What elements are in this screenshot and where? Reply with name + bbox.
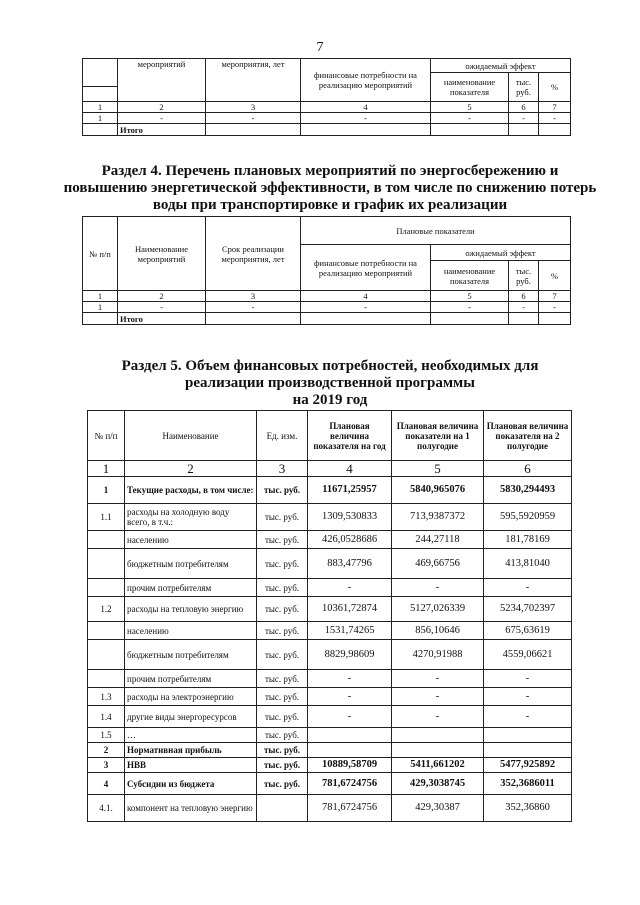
cell-n: 2 — [88, 743, 125, 758]
cell-n: 1.1 — [88, 504, 125, 531]
cell-n: 1 — [88, 477, 125, 504]
cell-unit: тыс. руб. — [257, 640, 308, 670]
top-unit-header: тыс. руб. — [509, 73, 539, 102]
cell-h2: - — [484, 670, 572, 688]
cell-h1: 429,3038745 — [392, 773, 484, 795]
section5-title-line3: на 2019 год — [292, 392, 368, 408]
cell-name: компонент на тепловую энергию — [125, 795, 257, 822]
section5-title-line1: Раздел 5. Объем финансовых потребностей, необходимых для — [121, 358, 539, 374]
cell-unit: тыс. руб. — [257, 549, 308, 579]
cell-year: 1309,530833 — [308, 504, 392, 531]
cell-n: 1.4 — [88, 706, 125, 728]
cell-h2: 5830,294493 — [484, 477, 572, 504]
cell-year: - — [308, 706, 392, 728]
cell-unit: тыс. руб. — [257, 531, 308, 549]
cell-h2: 352,3686011 — [484, 773, 572, 795]
cell-name: Нормативная прибыль — [125, 743, 257, 758]
table-row — [88, 758, 572, 773]
cell-h2: - — [484, 706, 572, 728]
cell-h2: 595,5920959 — [484, 504, 572, 531]
cell-year — [308, 728, 392, 743]
table-row — [88, 640, 572, 670]
cell-name: расходы на тепловую энергию — [125, 597, 257, 622]
page-number: 7 — [316, 40, 324, 55]
cell-h2: 4559,06621 — [484, 640, 572, 670]
table-row — [88, 773, 572, 795]
s5-col1-header: № п/п — [88, 411, 125, 461]
cell-h1: - — [392, 688, 484, 706]
cell-unit: тыс. руб. — [257, 773, 308, 795]
section5-table — [87, 410, 572, 822]
cell-h1: 713,9387372 — [392, 504, 484, 531]
cell-name: расходы на электроэнергию — [125, 688, 257, 706]
s4-col1-header: № п/п — [83, 217, 118, 291]
cell-h2: 413,81040 — [484, 549, 572, 579]
top-col2-header: мероприятий — [118, 59, 206, 102]
table-row — [88, 531, 572, 549]
table-row — [88, 549, 572, 579]
cell-year: 11671,25957 — [308, 477, 392, 504]
cell-h2: 5234,702397 — [484, 597, 572, 622]
cell-n — [88, 531, 125, 549]
cell-year: 10361,72874 — [308, 597, 392, 622]
top-numbers-row: 1 2 3 4 5 6 7 — [83, 102, 571, 113]
cell-year: 10889,58709 — [308, 758, 392, 773]
s5-numbers-row: 1 2 3 4 5 6 — [88, 461, 572, 477]
cell-unit: тыс. руб. — [257, 728, 308, 743]
s5-body — [88, 477, 572, 822]
table-row — [88, 743, 572, 758]
s4-data-row: 1 - - - - - - — [83, 302, 571, 313]
s5-col5-header: Плановая величина показатели на 1 полугодие — [392, 411, 484, 461]
cell-h1: 856,10646 — [392, 622, 484, 640]
section5-title — [60, 358, 600, 409]
cell-h2: - — [484, 688, 572, 706]
cell-year — [308, 743, 392, 758]
table-row — [88, 728, 572, 743]
cell-year: 781,6724756 — [308, 795, 392, 822]
cell-name: населению — [125, 622, 257, 640]
table-row — [88, 706, 572, 728]
cell-name: бюджетным потребителям — [125, 640, 257, 670]
top-col1-header — [83, 59, 118, 87]
s4-planned-header: Плановые показатели — [301, 217, 571, 245]
cell-unit: тыс. руб. — [257, 477, 308, 504]
cell-year: - — [308, 579, 392, 597]
cell-n — [88, 622, 125, 640]
cell-n — [88, 670, 125, 688]
cell-unit: тыс. руб. — [257, 743, 308, 758]
cell-h1: 5840,965076 — [392, 477, 484, 504]
table-row — [88, 597, 572, 622]
s4-numbers-row: 1 2 3 4 5 6 7 — [83, 291, 571, 302]
cell-unit: тыс. руб. — [257, 688, 308, 706]
cell-name: прочим потребителям — [125, 670, 257, 688]
cell-name: Текущие расходы, в том числе: — [125, 477, 257, 504]
cell-unit: тыс. руб. — [257, 622, 308, 640]
cell-n — [88, 640, 125, 670]
cell-h2 — [484, 728, 572, 743]
top-col4-header: финансовые потребности на реализацию мероприятий — [301, 59, 431, 102]
table-row — [88, 670, 572, 688]
cell-h2: - — [484, 579, 572, 597]
s4-effect-header: ожидаемый эффект — [431, 245, 571, 261]
cell-h2: 675,63619 — [484, 622, 572, 640]
cell-name: НВВ — [125, 758, 257, 773]
s4-percent-header: % — [539, 261, 571, 291]
s5-col6-header: Плановая величина показателя на 2 полугодие — [484, 411, 572, 461]
table-row — [88, 504, 572, 531]
top-indicator-header: наименование показателя — [431, 73, 509, 102]
section4-table — [82, 216, 571, 325]
s4-col3-header: Срок реализации мероприятия, лет — [206, 217, 301, 291]
top-total-row: Итого — [83, 124, 571, 136]
table-row — [88, 477, 572, 504]
s4-col2-header: Наименование мероприятий — [118, 217, 206, 291]
cell-year: 781,6724756 — [308, 773, 392, 795]
top-effect-header: ожидаемый эффект — [431, 59, 571, 73]
top-percent-header: % — [539, 73, 571, 102]
s4-total-row: Итого — [83, 313, 571, 325]
cell-h2 — [484, 743, 572, 758]
cell-h1: 244,27118 — [392, 531, 484, 549]
cell-h1 — [392, 743, 484, 758]
cell-name: бюджетным потребителям — [125, 549, 257, 579]
cell-n — [88, 579, 125, 597]
cell-year: 1531,74265 — [308, 622, 392, 640]
s5-col4-header: Плановая величина показателя на год — [308, 411, 392, 461]
s5-col2-header: Наименование — [125, 411, 257, 461]
cell-name: другие виды энергоресурсов — [125, 706, 257, 728]
section4-title: Раздел 4. Перечень плановых мероприятий по энергосбережению и повышению энергетической эффективности, в том числе по снижению потерь воды при транспортировке и график их реализации — [63, 163, 597, 213]
cell-year: - — [308, 670, 392, 688]
cell-h1: - — [392, 579, 484, 597]
cell-n: 4 — [88, 773, 125, 795]
s4-indicator-header: наименование показателя — [431, 261, 509, 291]
cell-h2: 5477,925892 — [484, 758, 572, 773]
table-row — [88, 622, 572, 640]
cell-name: населению — [125, 531, 257, 549]
s5-col3-header: Ед. изм. — [257, 411, 308, 461]
cell-name: Субсидии из бюджета — [125, 773, 257, 795]
cell-n: 1.3 — [88, 688, 125, 706]
cell-h2: 352,36860 — [484, 795, 572, 822]
cell-year: 883,47796 — [308, 549, 392, 579]
top-data-row: 1 - - - - - - — [83, 113, 571, 124]
cell-year: 8829,98609 — [308, 640, 392, 670]
cell-unit: тыс. руб. — [257, 597, 308, 622]
cell-h1: 469,66756 — [392, 549, 484, 579]
cell-h1: 5127,026339 — [392, 597, 484, 622]
cell-year: 426,0528686 — [308, 531, 392, 549]
cell-n: 1.5 — [88, 728, 125, 743]
cell-n: 4.1. — [88, 795, 125, 822]
section5-title-line2: реализации производственной программы — [185, 375, 475, 391]
cell-h1 — [392, 728, 484, 743]
cell-h2: 181,78169 — [484, 531, 572, 549]
cell-h1: 5411,661202 — [392, 758, 484, 773]
table-row — [88, 795, 572, 822]
s4-col4-header: финансовые потребности на реализацию мероприятий — [301, 245, 431, 291]
top-table — [82, 58, 571, 136]
cell-h1: - — [392, 670, 484, 688]
s4-unit-header: тыс. руб. — [509, 261, 539, 291]
top-col3-header: мероприятия, лет — [206, 59, 301, 102]
cell-unit: тыс. руб. — [257, 504, 308, 531]
cell-n: 1.2 — [88, 597, 125, 622]
cell-name: прочим потребителям — [125, 579, 257, 597]
cell-h1: - — [392, 706, 484, 728]
table-row — [88, 579, 572, 597]
cell-unit: тыс. руб. — [257, 670, 308, 688]
cell-h1: 429,30387 — [392, 795, 484, 822]
cell-h1: 4270,91988 — [392, 640, 484, 670]
cell-unit: тыс. руб. — [257, 579, 308, 597]
cell-unit — [257, 795, 308, 822]
cell-name: … — [125, 728, 257, 743]
cell-year: - — [308, 688, 392, 706]
table-row — [88, 688, 572, 706]
cell-unit: тыс. руб. — [257, 758, 308, 773]
cell-unit: тыс. руб. — [257, 706, 308, 728]
cell-n: 3 — [88, 758, 125, 773]
cell-name: расходы на холодную воду всего, в т.ч.: — [125, 504, 257, 531]
cell-n — [88, 549, 125, 579]
top-col1-empty — [83, 87, 118, 102]
